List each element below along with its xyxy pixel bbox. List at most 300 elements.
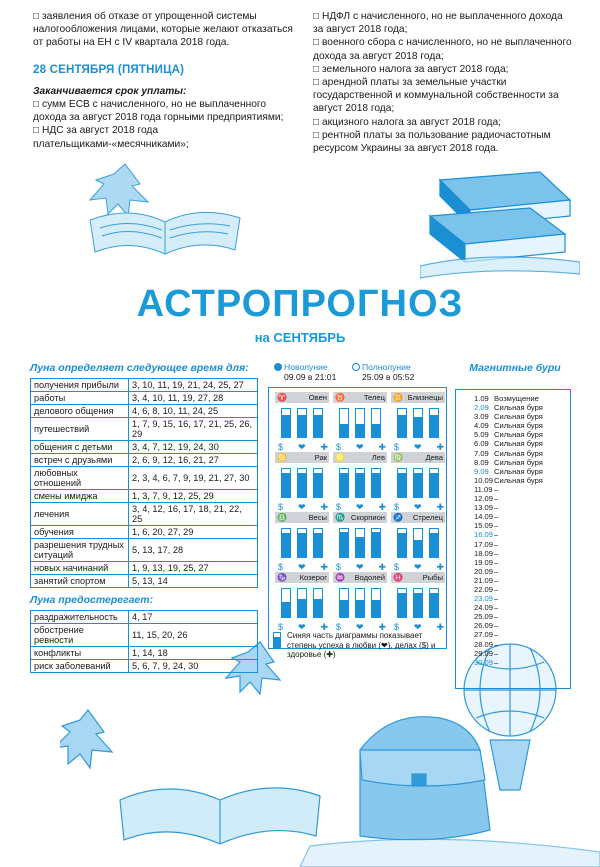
table-row [31,418,258,441]
storm-status: – [494,594,499,604]
table-row [31,611,258,624]
success-bar-fill [340,532,348,557]
table-row [31,539,258,562]
success-bar [429,468,439,498]
storm-date: 21.09 [474,575,494,585]
list-item [474,503,570,512]
open-book-illustration-top [70,150,250,260]
heart-icon: ❤ [355,442,364,452]
success-bar [371,588,381,618]
table-row [31,379,258,392]
zodiac-sign-3 [391,392,445,455]
list-item [474,449,570,458]
success-bar-fill [282,602,290,617]
storm-status: Сильная буря [494,466,543,476]
success-bar-fill [398,473,406,497]
money-icon: $ [394,442,400,452]
row-days: 1, 3, 7, 9, 12, 25, 29 [129,490,258,503]
moon-phases [266,362,446,382]
new-moon-date: 09.09 в 21:01 [284,372,337,382]
zodiac-name: Рак [314,453,327,462]
zodiac-header [333,512,387,523]
zodiac-sign-2 [333,392,387,455]
table-row [31,454,258,467]
heart-icon: ❤ [297,562,306,572]
row-label: разрешения трудных ситуаций [31,539,129,562]
deadline-heading: Заканчивается срок уплаты: [33,85,187,97]
list-item [474,421,570,430]
money-icon: $ [336,622,342,632]
row-days: 4, 17 [129,611,258,624]
storm-date: 13.09 [474,503,494,513]
zodiac-sign-10 [275,572,329,635]
success-bar [397,528,407,558]
deadline-item: □ военного сбора с начисленного, но не выплаченного дохода за август 2018 года; [313,37,572,62]
row-label: встреч с друзьями [31,454,129,467]
success-bar-fill [340,424,348,437]
success-bar-fill [372,473,380,497]
list-item [474,512,570,521]
zodiac-sign-8 [333,512,387,575]
zodiac-header [333,392,387,403]
table-row [31,575,258,588]
success-bar-fill [414,417,422,437]
success-bar [371,528,381,558]
success-bar-fill [414,473,422,497]
top-left-column [33,10,295,151]
zodiac-sign-9 [391,512,445,575]
storm-date: 28.09 [474,639,494,649]
row-days: 3, 4, 10, 11, 19, 27, 28 [129,392,258,405]
success-bar [297,588,307,618]
heart-icon: ❤ [413,562,422,572]
heart-icon: ❤ [413,442,422,452]
money-icon: $ [394,562,400,572]
legend-text: Синяя часть диаграммы показывает степень успеха в любви (❤), делах ($) и здоровье (✚) [287,631,436,659]
zodiac-header [391,452,445,463]
storm-date: 24.09 [474,603,494,613]
heart-icon: ❤ [297,442,306,452]
zodiac-header [275,452,329,463]
storm-date: 17.09 [474,539,494,549]
storm-status: Сильная буря [494,475,543,485]
storm-status: – [494,557,499,567]
health-icon: ✚ [378,442,386,452]
moon-good-table [30,378,258,588]
success-bar [429,588,439,618]
storm-date: 27.09 [474,630,494,640]
health-icon: ✚ [320,562,328,572]
health-icon: ✚ [378,502,386,512]
success-bar [371,468,381,498]
full-moon-date: 25.09 в 05:52 [362,372,415,382]
table-row [31,467,258,490]
success-bar [313,528,323,558]
zodiac-glyph-icon: ♊ [393,393,403,402]
storm-status: – [494,639,499,649]
success-bar [397,468,407,498]
legend-bar-icon [273,632,281,648]
success-bar-fill [430,473,438,497]
row-days: 3, 4, 12, 16, 17, 18, 21, 22, 25 [129,503,258,526]
heart-icon: ❤ [297,622,306,632]
zodiac-header [391,572,445,583]
table-row [31,490,258,503]
list-item [474,594,570,603]
magnetic-storms-heading: Магнитные бури [469,362,561,374]
zodiac-header [333,572,387,583]
money-icon: $ [278,442,284,452]
zodiac-glyph-icon: ♏ [335,513,345,522]
storm-status: Возмущение [494,394,539,403]
storm-status: – [494,621,499,631]
success-bar [355,468,365,498]
magnetic-storms-list [455,389,571,689]
zodiac-header [275,512,329,523]
success-bar [413,528,423,558]
date-heading: 28 СЕНТЯБРЯ (ПЯТНИЦА) [33,63,185,76]
top-right-column [313,10,575,155]
storm-status: – [494,484,499,494]
money-icon: $ [336,562,342,572]
deadline-item: □ арендной платы за земельные участки государственной и коммунальной собственности за август 2018 года; [313,77,559,115]
list-item [474,430,570,439]
storm-date: 30.09 [474,657,494,667]
page-title: АСТРОПРОГНОЗ [136,283,464,325]
storm-date: 8.09 [474,457,489,467]
success-bar [281,408,291,438]
heart-icon: ❤ [355,622,364,632]
success-bar-fill [314,473,322,497]
row-label: общения с детьми [31,441,129,454]
zodiac-header [275,572,329,583]
zodiac-name: Овен [308,393,327,402]
storm-status: – [494,630,499,640]
stack-of-books-illustration [420,170,580,280]
zodiac-header [391,392,445,403]
storm-status: Сильная буря [494,403,543,413]
table-row [31,647,258,660]
success-bar-fill [298,415,306,437]
storm-status: Сильная буря [494,457,543,467]
success-bar-fill [356,600,364,617]
success-bar [429,408,439,438]
zodiac-glyph-icon: ♒ [335,573,345,582]
row-days: 5, 6, 7, 9, 24, 30 [129,660,258,673]
list-item [474,621,570,630]
success-bar [355,528,365,558]
success-bar [413,468,423,498]
health-icon: ✚ [320,502,328,512]
success-bar-fill [430,415,438,437]
zodiac-sign-6 [391,452,445,515]
success-bar [281,528,291,558]
success-bar-fill [356,424,364,437]
success-bar [413,408,423,438]
health-icon: ✚ [436,622,444,632]
success-bar [281,588,291,618]
success-bar-fill [414,540,422,557]
zodiac-sign-4 [275,452,329,515]
table-row [31,562,258,575]
row-days: 3, 4, 7, 12, 19, 24, 30 [129,441,258,454]
row-label: риск заболеваний [31,660,129,673]
storm-date: 9.09 [474,466,489,476]
storm-date: 29.09 [474,648,494,658]
zodiac-name: Скорпион [350,513,385,522]
success-bar [339,588,349,618]
moon-warn-heading: Луна предостерегает: [30,594,154,606]
full-moon-icon [352,363,360,371]
health-icon: ✚ [436,502,444,512]
storm-date: 1.09 [474,394,489,403]
zodiac-sign-5 [333,452,387,515]
success-bar [297,408,307,438]
row-label: работы [31,392,129,405]
money-icon: $ [394,502,400,512]
list-item [474,439,570,448]
row-days: 3, 10, 11, 19, 21, 24, 25, 27 [129,379,258,392]
refusal-notice-item: □ заявления об отказе от упрощенной системы налогообложения лицами, которые желают отказаться от работы на ЕН с IV квартала 2018 года. [33,11,293,49]
table-row [31,660,258,673]
success-bar [297,528,307,558]
list-item [474,412,570,421]
success-bar [313,468,323,498]
storm-status: – [494,530,499,540]
money-icon: $ [336,442,342,452]
zodiac-glyph-icon: ♎ [277,513,287,522]
zodiac-sign-11 [333,572,387,635]
zodiac-name: Весы [308,513,327,522]
moon-good-heading: Луна определяет следующее время для: [30,362,249,374]
list-item [474,458,570,467]
zodiac-name: Лев [371,453,385,462]
success-bar [397,408,407,438]
row-label: делового общения [31,405,129,418]
success-bar-fill [398,415,406,437]
money-icon: $ [278,502,284,512]
new-moon-icon [274,363,282,371]
zodiac-glyph-icon: ♈ [277,393,287,402]
row-label: раздражительность [31,611,129,624]
storm-status: – [494,548,499,558]
deadline-item: □ рентной платы за пользование радиочастотным ресурсом Украины за август 2018 года. [313,129,551,155]
success-bar [339,528,349,558]
row-label: любовных отношений [31,467,129,490]
storm-status: – [494,494,499,504]
storm-status: – [494,503,499,513]
money-icon: $ [394,622,400,632]
storm-date: 23.09 [474,594,494,604]
storm-status: – [494,512,499,522]
success-bar [297,468,307,498]
row-days: 5, 13, 14 [129,575,258,588]
storm-status: – [494,584,499,594]
success-bar-fill [430,533,438,557]
success-bar [339,468,349,498]
storm-date: 2.09 [474,403,489,413]
new-moon: Новолуние 09.09 в 21:01 [266,362,352,382]
zodiac-name: Телец [363,393,385,402]
list-item [474,567,570,576]
deadline-item: □ земельного налога за август 2018 года; [313,63,509,75]
zodiac-name: Рыбы [422,573,443,582]
list-item [474,558,570,567]
row-days: 1, 6, 20, 27, 29 [129,526,258,539]
success-bar-fill [372,424,380,437]
list-item [474,649,570,658]
row-label: обучения [31,526,129,539]
storm-date: 19.09 [474,557,494,567]
table-row [31,503,258,526]
list-item [474,403,570,412]
health-icon: ✚ [436,562,444,572]
row-days: 2, 6, 9, 12, 16, 21, 27 [129,454,258,467]
table-row [31,405,258,418]
list-item [474,576,570,585]
success-bar [371,408,381,438]
success-bar-fill [414,593,422,617]
success-bar-fill [282,533,290,557]
success-bar-fill [298,533,306,557]
success-bar-fill [282,473,290,497]
storm-status: Сильная буря [494,430,543,440]
zodiac-glyph-icon: ♌ [335,453,345,462]
zodiac-name: Близнецы [407,393,443,402]
health-icon: ✚ [378,622,386,632]
zodiac-name: Дева [425,453,443,462]
full-moon: Полнолуние 25.09 в 05:52 [352,362,438,382]
success-bar-fill [398,533,406,557]
zodiac-chart [268,387,447,659]
storm-date: 14.09 [474,512,494,522]
zodiac-glyph-icon: ♍ [393,453,403,462]
success-bar-fill [398,593,406,617]
row-label: лечения [31,503,129,526]
deadline-item: □ сумм ЕСВ с начисленного, но не выплаченного дохода за август 2018 года горными предприятиями; [33,99,284,124]
success-bar-fill [282,415,290,437]
moon-warn-table [30,610,258,673]
zodiac-glyph-icon: ♋ [277,453,287,462]
zodiac-name: Водолей [354,573,385,582]
zodiac-header [333,452,387,463]
deadline-item: □ НДС за август 2018 года плательщиками-«месячниками»; [33,125,189,150]
money-icon: $ [278,562,284,572]
list-item [474,485,570,494]
success-bar [355,588,365,618]
success-bar-fill [340,600,348,617]
success-bar [339,408,349,438]
page-subtitle: на СЕНТЯБРЬ [254,330,346,345]
row-label: смены имиджа [31,490,129,503]
row-label: конфликты [31,647,129,660]
list-item [474,585,570,594]
money-icon: $ [278,622,284,632]
storm-status: – [494,539,499,549]
storm-status: – [494,521,499,531]
list-item [474,549,570,558]
storm-date: 26.09 [474,621,494,631]
zodiac-legend [273,631,448,660]
moon-tables [30,362,258,673]
list-item [474,494,570,503]
heart-icon: ❤ [413,502,422,512]
health-icon: ✚ [436,442,444,452]
list-item [474,630,570,639]
row-days: 4, 6, 8, 10, 11, 24, 25 [129,405,258,418]
success-bar-fill [356,537,364,557]
heart-icon: ❤ [297,502,306,512]
list-item [474,394,570,403]
row-label: путешествий [31,418,129,441]
zodiac-header [275,392,329,403]
row-label: занятий спортом [31,575,129,588]
success-bar-fill [356,473,364,497]
row-label: обострение ревности [31,624,129,647]
storm-date: 5.09 [474,430,489,440]
success-bar [397,588,407,618]
storm-date: 20.09 [474,566,494,576]
list-item [474,521,570,530]
storm-date: 3.09 [474,412,489,422]
storm-status: – [494,648,499,658]
success-bar-fill [430,593,438,617]
storm-status: Сильная буря [494,439,543,449]
row-days: 5, 13, 17, 28 [129,539,258,562]
storm-status: – [494,612,499,622]
success-bar-fill [372,532,380,557]
zodiac-glyph-icon: ♑ [277,573,287,582]
storm-date: 6.09 [474,439,489,449]
list-item [474,467,570,476]
zodiac-header [391,512,445,523]
storm-date: 12.09 [474,494,494,504]
row-label: новых начинаний [31,562,129,575]
money-icon: $ [336,502,342,512]
list-item [474,530,570,539]
storm-date: 22.09 [474,584,494,594]
storm-status: Сильная буря [494,448,543,458]
list-item [474,476,570,485]
deadline-item: □ акцизного налога за август 2018 года; [313,116,501,128]
storm-status: Сильная буря [494,421,543,431]
table-row [31,624,258,647]
storm-status: Сильная буря [494,412,543,422]
success-bar [355,408,365,438]
heart-icon: ❤ [355,562,364,572]
row-days: 1, 14, 18 [129,647,258,660]
deadline-item: □ НДФЛ с начисленного, но не выплаченного дохода за август 2018 года; [313,11,563,36]
list-item [474,603,570,612]
row-days: 1, 7, 9, 15, 16, 17, 21, 25, 26, 29 [129,418,258,441]
success-bar-fill [298,599,306,617]
list-item [474,612,570,621]
zodiac-name: Козерог [299,573,327,582]
heart-icon: ❤ [413,622,422,632]
zodiac-glyph-icon: ♐ [393,513,403,522]
zodiac-name: Стрелец [412,513,443,522]
success-bar [413,588,423,618]
storm-date: 16.09 [474,530,494,540]
health-icon: ✚ [320,622,328,632]
storm-status: – [494,566,499,576]
storm-status: – [494,603,499,613]
success-bar-fill [372,600,380,617]
heart-icon: ❤ [355,502,364,512]
storm-date: 18.09 [474,548,494,558]
success-bar-fill [314,599,322,617]
list-item [474,658,570,667]
